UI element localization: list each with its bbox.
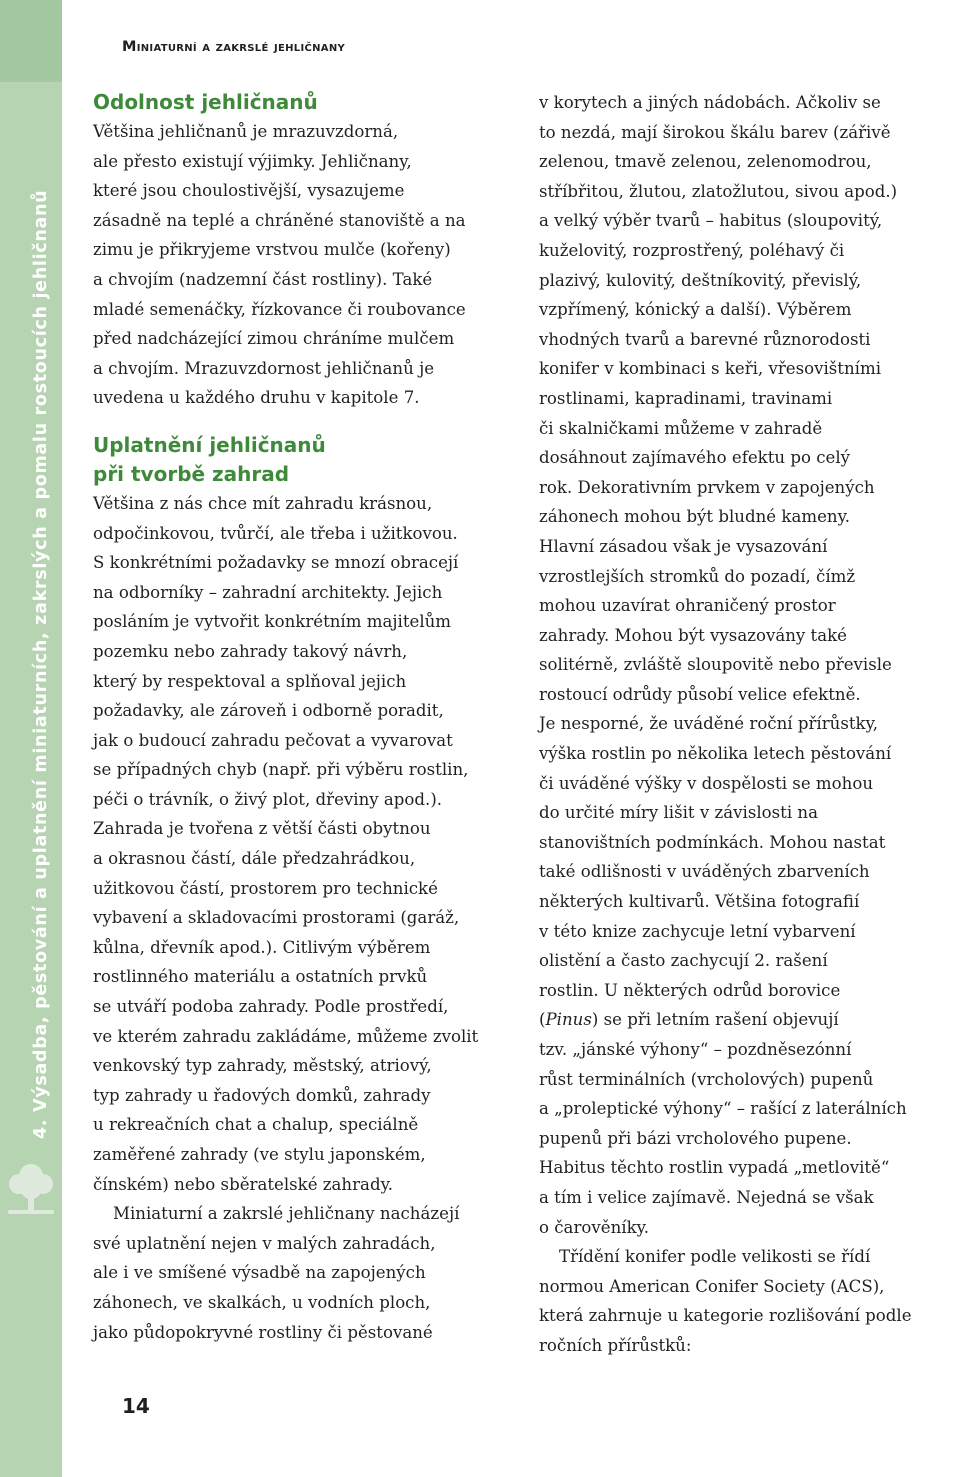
text-line: olistění a často zachycují 2. rašení (539, 951, 828, 971)
text-line: se utváří podoba zahrady. Podle prostředí, (93, 997, 449, 1017)
text-line: tzv. „jánské výhony“ – pozdněsezónní (539, 1040, 852, 1059)
text-line: a chvojím. Mrazuvzdornost jehličnanů je (93, 358, 435, 378)
text-line: zelenou, tmavě zelenou, zelenomodrou, (539, 152, 872, 172)
text-line: rok. Dekorativním prvkem v zapojených (539, 477, 875, 497)
text-line: u rekreačních chat a chalup, speciálně (93, 1115, 419, 1135)
section-heading-garden-use (93, 431, 513, 489)
text-line: jak o budoucí zahradu pečovat a vyvarovat (93, 730, 453, 750)
text-line: stříbřitou, žlutou, zlatožlutou, sivou apod.) (539, 181, 898, 201)
text-line: normou American Conifer Society (ACS), (539, 1276, 885, 1296)
text-line: konifer v kombinaci s keři, vřesovištními (539, 359, 882, 379)
text-line: to nezdá, mají širokou škálu barev (zářivě (539, 122, 891, 142)
text-line: se případných chyb (např. při výběru rostlin, (93, 760, 469, 780)
text-line: rostlinami, kapradinami, travinami (539, 388, 833, 408)
text-line: své uplatnění nejen v malých zahradách, (93, 1233, 436, 1253)
text-line: jako půdopokryvné rostliny či pěstované (93, 1322, 433, 1342)
text-line: ale přesto existují výjimky. Jehličnany, (93, 151, 412, 171)
text-line: vzpřímený, kónický a další). Výběrem (539, 300, 852, 320)
text-line: Habitus těchto rostlin vypadá „metlovitě“ (539, 1158, 890, 1178)
text-line: které jsou choulostivější, vysazujeme (93, 181, 405, 201)
text-line: který by respektoval a splňoval jejich (93, 671, 407, 691)
text-line: S konkrétními požadavky se mnozí obracejí (93, 553, 459, 573)
pinus-line-rest: ) se při letním rašení objevují (591, 1010, 839, 1030)
text-line: a „proleptické výhony“ – rašící z laterálních (539, 1099, 907, 1119)
text-line: vybavení a skladovacími prostorami (garáž, (93, 908, 460, 928)
text-line: Většina jehličnanů je mrazuvzdorná, (93, 122, 399, 141)
text-line: v této knize zachycuje letní vybarvení (539, 921, 856, 941)
text-line: solitérně, zvláště sloupovitě nebo převisle (539, 655, 892, 675)
tree-icon (4, 1158, 58, 1218)
text-line: v korytech a jiných nádobách. Ačkoliv se (539, 93, 881, 112)
text-line: zaměřené zahrady (ve stylu japonském, (93, 1145, 426, 1164)
left-column (93, 88, 513, 1347)
text-line: pupenů při bázi vrcholového pupene. (539, 1128, 852, 1148)
text-line: pozemku nebo zahrady takový návrh, (93, 641, 408, 661)
text-line: odpočinkovou, tvůrčí, ale třeba i užitkovou. (93, 523, 458, 543)
running-head: Miniaturní a zakrslé jehličnany (122, 39, 346, 55)
text-line: růst terminálních (vrcholových) pupenů (539, 1069, 874, 1089)
text-line: záhonech, ve skalkách, u vodních ploch, (93, 1292, 431, 1312)
text-line: mohou uzavírat ohraničený prostor (539, 596, 836, 616)
text-line: stanovištních podmínkách. Mohou nastat (539, 832, 886, 852)
text-line: typ zahrady u řadových domků, zahrady (93, 1085, 431, 1105)
text-line: čínském) nebo sběratelské zahrady. (93, 1174, 394, 1194)
text-line: a velký výběr tvarů – habitus (sloupovitý, (539, 211, 883, 231)
text-line: na odborníky – zahradní architekty. Jejich (93, 582, 443, 602)
text-line: mladé semenáčky, řízkovance či roubovance (93, 299, 466, 319)
text-line: venkovský typ zahrady, městský, atriový, (93, 1056, 432, 1076)
heading-line: při tvorbě zahrad (93, 461, 290, 486)
text-line: zimu je přikryjeme vrstvou mulče (kořeny) (93, 240, 451, 260)
text-line: některých kultivarů. Většina fotografií (539, 892, 860, 912)
text-line: zahrady. Mohou být vysazovány také (539, 625, 847, 645)
text-line: užitkovou částí, prostorem pro technické (93, 878, 438, 898)
chapter-sidebar (0, 0, 62, 1477)
text-line: plazivý, kulovitý, deštníkovitý, převislý, (539, 270, 862, 290)
text-line: posláním je vytvořit konkrétním majitelům (93, 612, 452, 632)
text-line: ročních přírůstků: (539, 1335, 692, 1355)
text-line: rostlinného materiálu a ostatních prvků (93, 967, 428, 987)
page-number: 14 (122, 1394, 150, 1418)
paragraph-garden-use (93, 489, 513, 1199)
text-line: a chvojím (nadzemní část rostliny). Také (93, 269, 433, 289)
chapter-title-vertical: 4. Výsadba, pěstování a uplatnění miniaturních, zakrslých a pomalu rostoucích jehličnanů (31, 189, 51, 1139)
text-line: zásadně na teplé a chráněné stanoviště a na (93, 210, 466, 230)
text-line: Třídění konifer podle velikosti se řídí (559, 1247, 871, 1267)
paragraph-miniature-use (93, 1199, 513, 1347)
text-line: uvedena u každého druhu v kapitole 7. (93, 388, 420, 408)
text-line: Miniaturní a zakrslé jehličnany nacházejí (113, 1204, 460, 1224)
heading-line: Uplatnění jehličnanů (93, 432, 326, 457)
text-line: rostlin. U některých odrůd borovice (539, 980, 841, 1000)
text-line: kůlna, dřevník apod.). Citlivým výběrem (93, 937, 431, 957)
text-line: také odlišnosti v uváděných zbarveních (539, 862, 870, 882)
text-line: či uváděné výšky v dospělosti se mohou (539, 773, 874, 793)
text-line: záhonech mohou být bludné kameny. (539, 507, 851, 527)
text-line: rostoucí odrůdy působí velice efektně. (539, 684, 861, 704)
text-line: a okrasnou částí, dále předzahrádkou, (93, 849, 416, 869)
text-line: dosáhnout zajímavého efektu po celý (539, 448, 851, 468)
paragraph-acs-classification (539, 1242, 959, 1360)
text-line: vhodných tvarů a barevné různorodosti (539, 329, 871, 349)
text-line: vzrostlejších stromků do pozadí, čímž (539, 566, 856, 586)
text-line: která zahrnuje u kategorie rozlišování podle (539, 1306, 912, 1326)
right-column (539, 88, 959, 1361)
text-line: péči o trávník, o živý plot, dřeviny apod.). (93, 789, 443, 809)
sidebar-top-block (0, 0, 62, 82)
text-line: do určité míry lišit v závislosti na (539, 803, 818, 823)
text-line: před nadcházející zimou chráníme mulčem (93, 329, 455, 349)
text-line: požadavky, ale zároveň i odborně poradit, (93, 701, 444, 721)
text-line: či skalničkami můžeme v zahradě (539, 418, 823, 438)
text-line: a tím i velice zajímavě. Nejedná se však (539, 1187, 874, 1207)
text-line: Většina z nás chce mít zahradu krásnou, (93, 493, 433, 513)
paragraph-colors-shapes (539, 88, 959, 1242)
text-line: Zahrada je tvořena z větší části obytnou (93, 819, 431, 839)
text-line: Hlavní zásadou však je vysazování (539, 536, 828, 556)
text-line-pinus (539, 1005, 959, 1035)
genus-name: Pinus (545, 1010, 592, 1030)
section-heading-hardiness: Odolnost jehličnanů (93, 90, 318, 114)
paragraph-hardiness (93, 117, 513, 413)
text-line: o čarověníky. (539, 1217, 650, 1237)
text-line: kuželovitý, rozprostřený, poléhavý či (539, 240, 845, 260)
pinus-open-paren: ( (539, 1010, 546, 1030)
text-line: ale i ve smíšené výsadbě na zapojených (93, 1263, 426, 1283)
text-line: ve kterém zahradu zakládáme, můžeme zvolit (93, 1026, 479, 1046)
text-line: výška rostlin po několika letech pěstování (539, 744, 892, 764)
text-line: Je nesporné, že uváděné roční přírůstky, (539, 714, 879, 734)
